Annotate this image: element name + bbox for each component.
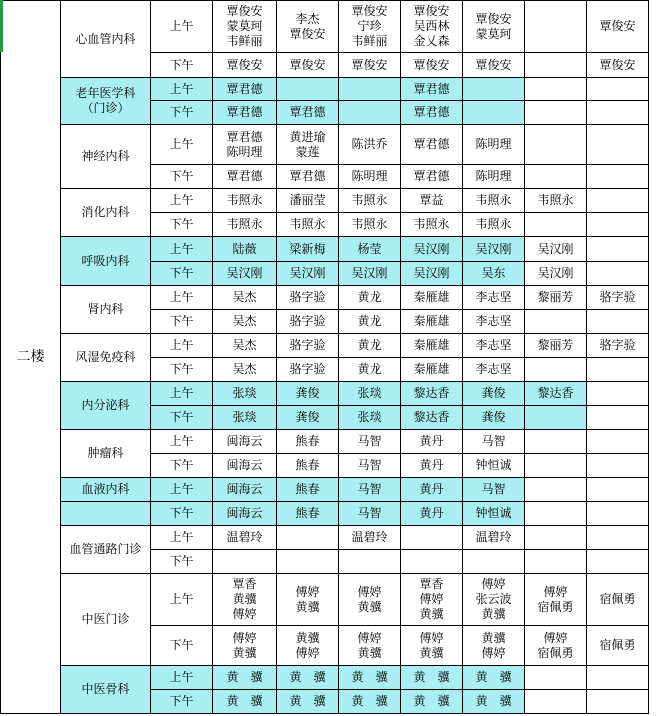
schedule-cell: 吴东 (463, 262, 525, 286)
schedule-cell (587, 406, 649, 430)
schedule-cell: 熊春 (277, 430, 339, 454)
schedule-cell: 黄龙 (339, 286, 401, 310)
schedule-cell: 傅婷 黄骥 (277, 574, 339, 626)
schedule-cell (587, 358, 649, 382)
schedule-cell: 骆字验 (277, 334, 339, 358)
schedule-cell: 傅婷 张云波 黄骥 (463, 574, 525, 626)
schedule-cell: 覃俊安 (339, 53, 401, 78)
schedule-cell: 马智 (463, 478, 525, 502)
dept-tcm-orthopedics: 中医骨科 (61, 666, 151, 714)
schedule-cell: 覃君德 (277, 165, 339, 189)
schedule-cell: 吴汉刚 (525, 262, 587, 286)
schedule-cell: 黄丹 (401, 478, 463, 502)
schedule-cell (339, 101, 401, 125)
schedule-cell: 吴汉刚 (277, 262, 339, 286)
schedule-cell: 韦照永 (277, 213, 339, 237)
schedule-cell: 吴汉刚 (401, 237, 463, 262)
schedule-cell: 温碧玲 (213, 526, 277, 550)
period-pm: 下午 (151, 550, 213, 574)
schedule-cell: 黄骥 傅婷 (277, 626, 339, 666)
schedule-cell: 骆字验 (587, 334, 649, 358)
schedule-cell: 吴汉刚 (401, 262, 463, 286)
schedule-cell: 傅婷 黄骥 (401, 626, 463, 666)
schedule-cell: 覃君德 (401, 125, 463, 165)
schedule-cell: 黄龙 (339, 334, 401, 358)
schedule-cell (525, 358, 587, 382)
period-pm: 下午 (151, 165, 213, 189)
schedule-cell: 闽海云 (213, 478, 277, 502)
schedule-cell: 钟恒诚 (463, 502, 525, 526)
schedule-cell: 韦照永 (463, 213, 525, 237)
schedule-cell (587, 382, 649, 406)
schedule-cell: 黄丹 (401, 430, 463, 454)
schedule-cell: 李志坚 (463, 310, 525, 334)
dept-hematology: 血液内科 (61, 478, 151, 502)
schedule-cell: 覃君德 (213, 165, 277, 189)
schedule-cell: 黄骥 傅婷 (463, 626, 525, 666)
schedule-cell: 秦雁雄 (401, 310, 463, 334)
schedule-cell: 傅婷 黄骥 (339, 626, 401, 666)
schedule-cell (525, 666, 587, 690)
schedule-cell: 秦雁雄 (401, 286, 463, 310)
schedule-cell (587, 666, 649, 690)
schedule-cell: 吴杰 (213, 310, 277, 334)
schedule-cell (587, 502, 649, 526)
schedule-cell: 梁新梅 (277, 237, 339, 262)
schedule-cell: 韦照永 (339, 189, 401, 213)
schedule-cell: 覃俊安 (213, 53, 277, 78)
dept-nephrology: 肾内科 (61, 286, 151, 334)
period-am: 上午 (151, 574, 213, 626)
schedule-cell: 黄龙 (339, 358, 401, 382)
schedule-cell (587, 101, 649, 125)
schedule-cell (587, 165, 649, 189)
schedule-cell: 韦照永 (463, 189, 525, 213)
schedule-cell: 黄 骥 (339, 666, 401, 690)
schedule-cell: 张琰 (213, 382, 277, 406)
period-am: 上午 (151, 78, 213, 101)
dept-rheumatology: 风湿免疫科 (61, 334, 151, 382)
dept-neurology: 神经内科 (61, 125, 151, 189)
schedule-cell: 覃俊安 宁珍 韦鲜丽 (339, 1, 401, 53)
schedule-cell: 李志坚 (463, 358, 525, 382)
dept-tcm: 中医门诊 (61, 574, 151, 666)
period-pm: 下午 (151, 454, 213, 478)
dept-endocrinology: 内分泌科 (61, 382, 151, 430)
schedule-cell (213, 550, 277, 574)
schedule-cell: 黄 骥 (463, 666, 525, 690)
schedule-cell (277, 78, 339, 101)
schedule-cell: 黄 骥 (401, 666, 463, 690)
schedule-cell: 覃君德 (401, 101, 463, 125)
schedule-cell: 温碧玲 (463, 526, 525, 550)
schedule-cell: 张琰 (339, 406, 401, 430)
period-pm: 下午 (151, 53, 213, 78)
period-am: 上午 (151, 286, 213, 310)
schedule-cell (339, 78, 401, 101)
schedule-cell (587, 213, 649, 237)
schedule-cell: 黄 骥 (213, 690, 277, 714)
schedule-cell: 黄丹 (401, 502, 463, 526)
schedule-cell: 宿佩勇 (587, 574, 649, 626)
schedule-cell: 宿佩勇 (587, 626, 649, 666)
schedule-cell: 李杰 覃俊安 (277, 1, 339, 53)
period-am: 上午 (151, 382, 213, 406)
period-pm: 下午 (151, 101, 213, 125)
schedule-cell (525, 526, 587, 550)
period-am: 上午 (151, 334, 213, 358)
schedule-cell: 李志坚 (463, 334, 525, 358)
period-pm: 下午 (151, 406, 213, 430)
schedule-cell: 吴杰 (213, 286, 277, 310)
schedule-cell (525, 125, 587, 165)
period-am: 上午 (151, 666, 213, 690)
schedule-cell: 陈明理 (463, 125, 525, 165)
schedule-cell (525, 53, 587, 78)
schedule-cell: 马智 (339, 478, 401, 502)
schedule-cell: 覃君德 陈明理 (213, 125, 277, 165)
schedule-cell: 覃俊安 (463, 53, 525, 78)
schedule-cell: 骆字验 (587, 286, 649, 310)
schedule-cell: 黄 骥 (401, 690, 463, 714)
schedule-cell (277, 550, 339, 574)
schedule-cell (525, 1, 587, 53)
schedule-cell: 傅婷 宿佩勇 (525, 626, 587, 666)
schedule-cell: 韦照永 (525, 189, 587, 213)
schedule-cell: 覃君德 (401, 78, 463, 101)
schedule-cell (525, 502, 587, 526)
schedule-cell (525, 690, 587, 714)
schedule-cell (587, 550, 649, 574)
schedule-cell: 韦照永 (213, 213, 277, 237)
schedule-cell (525, 454, 587, 478)
schedule-cell: 陈洪乔 (339, 125, 401, 165)
schedule-cell: 黄 骥 (463, 690, 525, 714)
schedule-cell: 骆字验 (277, 286, 339, 310)
schedule-cell (587, 690, 649, 714)
period-pm: 下午 (151, 690, 213, 714)
schedule-cell: 李志坚 (463, 286, 525, 310)
schedule-cell (525, 78, 587, 101)
schedule-cell: 黎丽芳 (525, 286, 587, 310)
schedule-cell: 钟恒诚 (463, 454, 525, 478)
schedule-cell: 吴汉刚 (525, 237, 587, 262)
schedule-cell (463, 78, 525, 101)
schedule-cell (463, 550, 525, 574)
schedule-cell (587, 310, 649, 334)
dept-oncology: 肿瘤科 (61, 430, 151, 478)
schedule-cell: 吴杰 (213, 358, 277, 382)
schedule-cell: 黄 骥 (277, 690, 339, 714)
schedule-cell (587, 189, 649, 213)
schedule-cell (587, 125, 649, 165)
schedule-cell: 黎达香 (401, 406, 463, 430)
schedule-cell: 覃香 黄骥 傅婷 (213, 574, 277, 626)
schedule-cell: 覃俊安 (587, 1, 649, 53)
schedule-cell: 陈明理 (463, 165, 525, 189)
schedule-cell (525, 430, 587, 454)
schedule-cell: 陆薇 (213, 237, 277, 262)
schedule-cell: 黄进瑜 蒙莲 (277, 125, 339, 165)
period-pm: 下午 (151, 626, 213, 666)
schedule-cell: 黎达香 (401, 382, 463, 406)
schedule-cell: 熊春 (277, 478, 339, 502)
schedule-cell: 覃俊安 (277, 53, 339, 78)
schedule-cell: 覃俊安 吴西林 金乂森 (401, 1, 463, 53)
schedule-cell (587, 526, 649, 550)
schedule-cell: 傅婷 黄骥 (213, 626, 277, 666)
period-am: 上午 (151, 526, 213, 550)
selection-edge (0, 0, 3, 52)
schedule-cell (339, 550, 401, 574)
schedule-cell (525, 406, 587, 430)
schedule-cell (401, 550, 463, 574)
period-pm: 下午 (151, 358, 213, 382)
schedule-cell: 覃俊安 蒙莫珂 韦鲜丽 (213, 1, 277, 53)
period-am: 上午 (151, 478, 213, 502)
schedule-cell: 杨莹 (339, 237, 401, 262)
schedule-cell: 覃俊安 (587, 53, 649, 78)
schedule-cell: 黄 骥 (339, 690, 401, 714)
schedule-cell: 黄 骥 (213, 666, 277, 690)
schedule-cell: 覃益 (401, 189, 463, 213)
schedule-cell (587, 478, 649, 502)
schedule-cell: 马智 (339, 430, 401, 454)
schedule-cell: 黄龙 (339, 310, 401, 334)
schedule-cell: 黎丽芳 (525, 334, 587, 358)
dept-gastroenterology: 消化内科 (61, 189, 151, 237)
schedule-cell: 骆字验 (277, 310, 339, 334)
period-pm: 下午 (151, 502, 213, 526)
schedule-cell (525, 478, 587, 502)
dept-geriatrics: 老年医学科 （门诊） (61, 78, 151, 125)
schedule-cell: 韦照永 (213, 189, 277, 213)
schedule-cell: 吴杰 (213, 334, 277, 358)
dept-respiratory: 呼吸内科 (61, 237, 151, 286)
schedule-cell: 闽海云 (213, 454, 277, 478)
period-am: 上午 (151, 125, 213, 165)
schedule-cell (401, 526, 463, 550)
period-pm: 下午 (151, 310, 213, 334)
schedule-cell: 马智 (339, 454, 401, 478)
schedule-cell: 吴汉刚 (213, 262, 277, 286)
schedule-cell: 张琰 (339, 382, 401, 406)
schedule-cell: 黄丹 (401, 454, 463, 478)
schedule-cell: 韦照永 (339, 213, 401, 237)
schedule-cell (587, 78, 649, 101)
schedule-cell: 覃君德 (213, 78, 277, 101)
schedule-cell: 闽海云 (213, 502, 277, 526)
schedule-cell: 傅婷 黄骥 (339, 574, 401, 626)
schedule-cell: 吴汉刚 (463, 237, 525, 262)
schedule-cell: 覃俊安 蒙莫珂 (463, 1, 525, 53)
schedule-cell: 覃君德 (213, 101, 277, 125)
schedule-cell: 黄 骥 (277, 666, 339, 690)
schedule-cell: 覃君德 (401, 165, 463, 189)
schedule-cell (587, 262, 649, 286)
floor-label: 二楼 (1, 1, 61, 714)
schedule-cell: 覃俊安 (401, 53, 463, 78)
schedule-cell: 龚俊 (463, 406, 525, 430)
schedule-cell: 傅婷 宿佩勇 (525, 574, 587, 626)
schedule-cell: 闽海云 (213, 430, 277, 454)
schedule-cell: 龚俊 (277, 406, 339, 430)
schedule-cell (587, 454, 649, 478)
period-am: 上午 (151, 237, 213, 262)
period-pm: 下午 (151, 213, 213, 237)
dept-cardiology: 心血管内科 (61, 1, 151, 78)
schedule-cell: 马智 (463, 430, 525, 454)
schedule-cell: 熊春 (277, 454, 339, 478)
schedule-cell: 张琰 (213, 406, 277, 430)
schedule-cell: 潘丽莹 (277, 189, 339, 213)
schedule-cell: 秦雁雄 (401, 334, 463, 358)
schedule-cell: 覃君德 (277, 101, 339, 125)
schedule-cell: 龚俊 (277, 382, 339, 406)
schedule-cell (277, 526, 339, 550)
schedule-cell: 温碧玲 (339, 526, 401, 550)
dept-vascular-access: 血管通路门诊 (61, 526, 151, 574)
schedule-cell: 覃香 傅婷 黄骥 (401, 574, 463, 626)
schedule-cell (525, 101, 587, 125)
schedule-cell: 陈明理 (339, 165, 401, 189)
schedule-cell: 吴汉刚 (339, 262, 401, 286)
schedule-cell (525, 213, 587, 237)
schedule-cell (463, 101, 525, 125)
schedule-cell: 熊春 (277, 502, 339, 526)
dept-hematology-pm (61, 502, 151, 526)
schedule-cell (525, 550, 587, 574)
period-pm: 下午 (151, 262, 213, 286)
schedule-cell: 马智 (339, 502, 401, 526)
schedule-cell (587, 237, 649, 262)
schedule-cell: 秦雁雄 (401, 358, 463, 382)
period-am: 上午 (151, 189, 213, 213)
period-am: 上午 (151, 430, 213, 454)
schedule-cell: 龚俊 (463, 382, 525, 406)
schedule-cell (525, 165, 587, 189)
schedule-cell: 骆字验 (277, 358, 339, 382)
schedule-cell (525, 310, 587, 334)
schedule-cell (587, 430, 649, 454)
schedule-cell: 韦照永 (401, 213, 463, 237)
schedule-cell: 黎达香 (525, 382, 587, 406)
period-am: 上午 (151, 1, 213, 53)
